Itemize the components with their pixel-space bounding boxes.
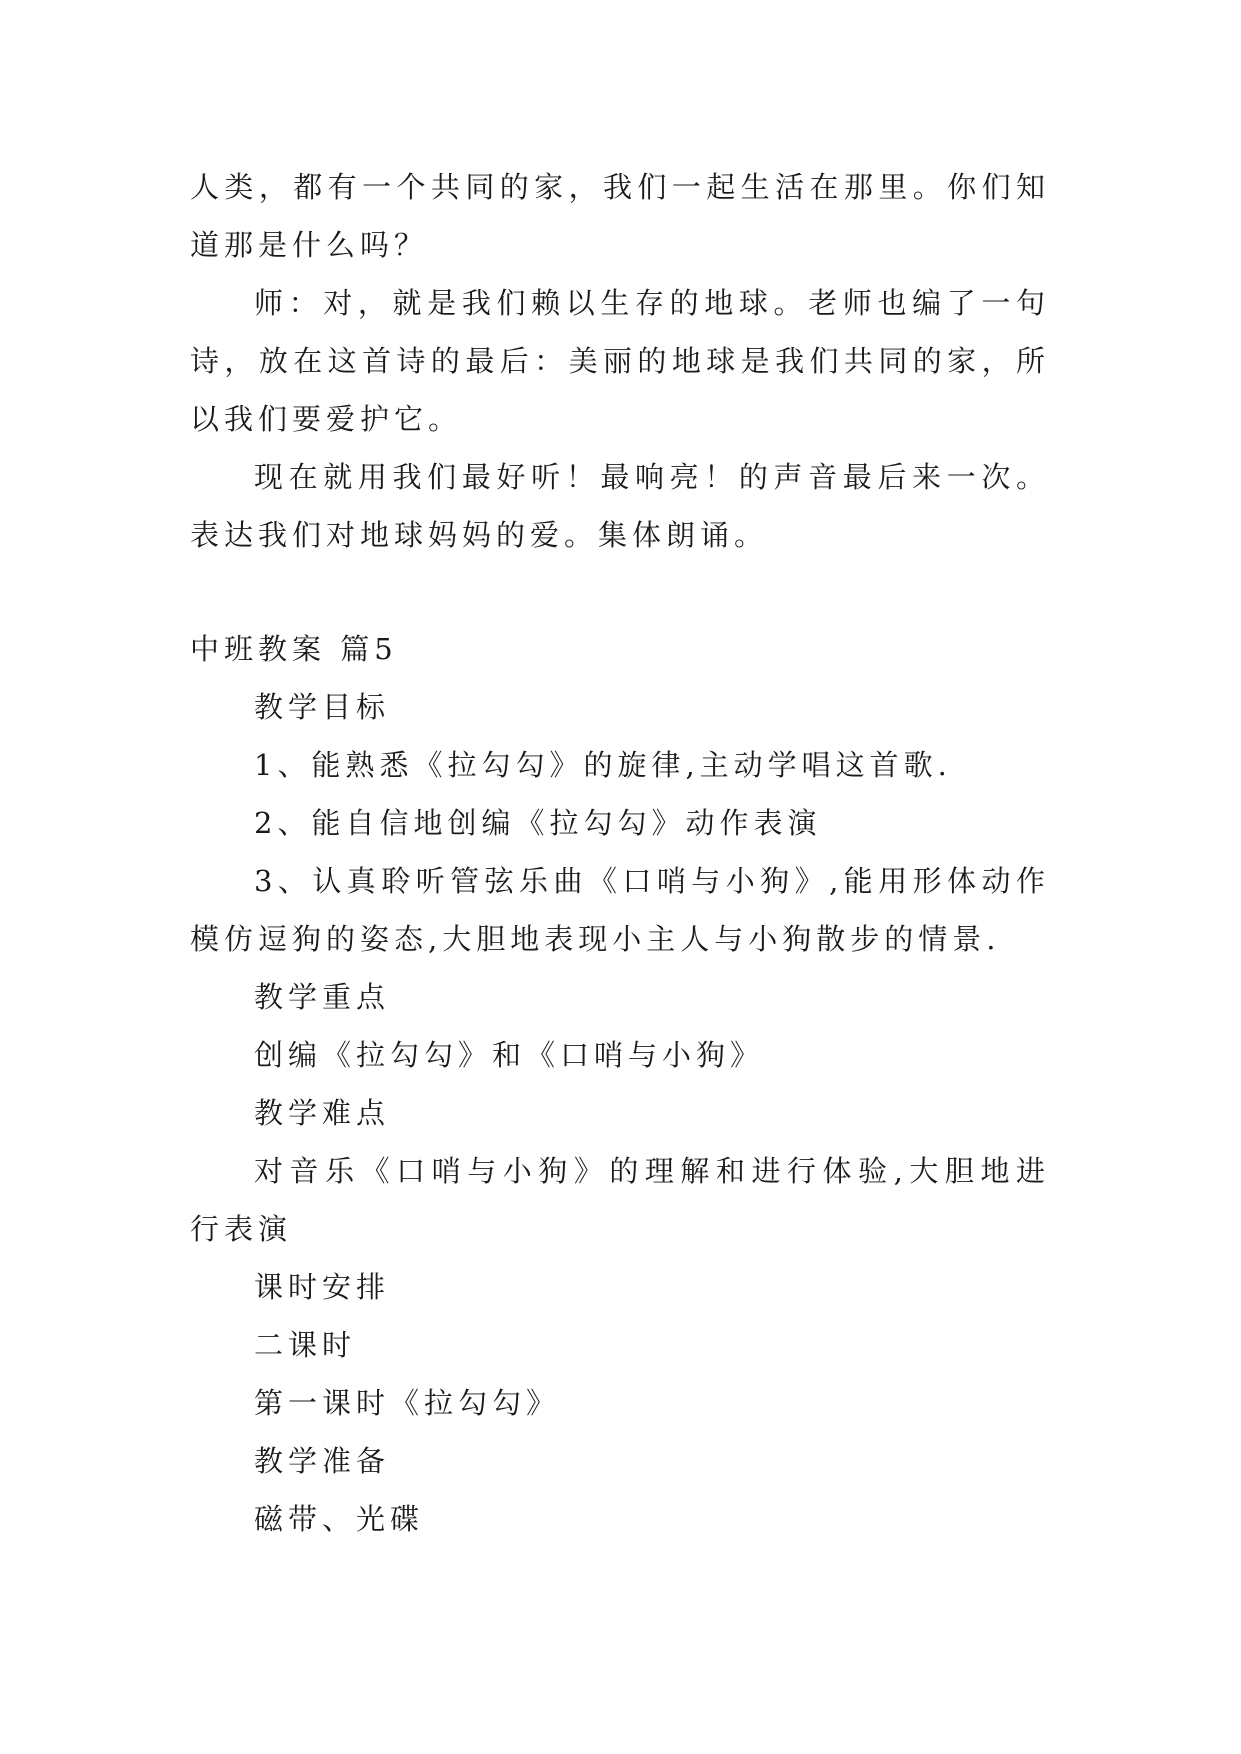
goal-item-3: 3、认真聆听管弦乐曲《口哨与小狗》,能用形体动作模仿逗狗的姿态,大胆地表现小主人与小狗散步的情景.: [190, 864, 1050, 956]
goal-item-1: 1、能熟悉《拉勾勾》的旋律,主动学唱这首歌.: [254, 748, 952, 782]
section-title: 中班教案 篇5: [190, 632, 398, 666]
line-schedule-heading: 课时安排: [254, 1270, 391, 1304]
line-key-points-heading: 教学重点: [254, 980, 391, 1014]
paragraph-teacher: 师：对，就是我们赖以生存的地球。老师也编了一句诗，放在这首诗的最后：美丽的地球是我们共同的家，所以我们要爱护它。: [190, 286, 1050, 436]
line-schedule: 二课时: [254, 1328, 357, 1362]
line-difficulties: 对音乐《口哨与小狗》的理解和进行体验,大胆地进行表演: [190, 1154, 1050, 1246]
line-key-points: 创编《拉勾勾》和《口哨与小狗》: [254, 1038, 765, 1072]
paragraph-continued: 人类，都有一个共同的家，我们一起生活在那里。你们知道那是什么吗？: [190, 170, 1050, 262]
line-preparation: 磁带、光碟: [254, 1502, 425, 1536]
line-difficulties-heading: 教学难点: [254, 1096, 391, 1130]
document-body: [190, 158, 1050, 1548]
line-teaching-goals: 教学目标: [254, 690, 391, 724]
line-preparation-heading: 教学准备: [254, 1444, 391, 1478]
paragraph-recital: 现在就用我们最好听！最响亮！的声音最后来一次。表达我们对地球妈妈的爱。集体朗诵。: [190, 460, 1050, 552]
line-first-lesson: 第一课时《拉勾勾》: [254, 1386, 561, 1420]
goal-item-2: 2、能自信地创编《拉勾勾》动作表演: [254, 806, 822, 840]
